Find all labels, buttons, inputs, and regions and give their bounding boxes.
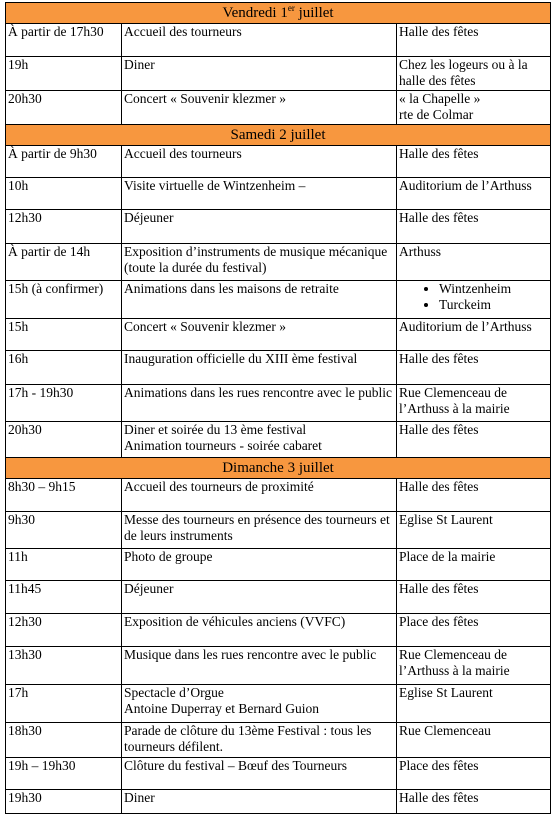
event-cell bbox=[122, 647, 397, 685]
place-cell bbox=[397, 647, 551, 685]
time-cell bbox=[6, 178, 122, 210]
event-cell bbox=[122, 614, 397, 647]
schedule-row bbox=[6, 91, 551, 125]
event-text: Diner et soirée du 13 ème festival bbox=[124, 422, 307, 437]
event-cell bbox=[122, 91, 397, 125]
place-cell bbox=[397, 549, 551, 581]
place-text: Place de la mairie bbox=[399, 549, 496, 564]
event-text: Messe des tourneurs en présence des tourneurs et de leurs instruments bbox=[124, 512, 390, 543]
event-cell bbox=[122, 581, 397, 614]
schedule-row bbox=[6, 351, 551, 385]
place-text: Halle des fêtes bbox=[399, 422, 479, 437]
time-cell bbox=[6, 146, 122, 178]
event-text: Exposition d’instruments de musique mécanique (toute la durée du festival) bbox=[124, 244, 388, 275]
time-cell bbox=[6, 422, 122, 458]
event-cell bbox=[122, 758, 397, 790]
place-text: « la Chapelle » bbox=[399, 91, 481, 106]
event-text: Photo de groupe bbox=[124, 549, 213, 564]
place-text: Halle des fêtes bbox=[399, 790, 479, 805]
event-text: Déjeuner bbox=[124, 581, 174, 596]
place-cell bbox=[397, 210, 551, 244]
schedule-row bbox=[6, 512, 551, 549]
time-text: 10h bbox=[8, 178, 29, 193]
time-text: 17h - 19h30 bbox=[8, 385, 74, 400]
event-text: Clôture du festival – Bœuf des Tourneurs bbox=[124, 758, 348, 773]
schedule-row bbox=[6, 244, 551, 281]
day-header-row bbox=[6, 3, 551, 24]
time-text: 11h bbox=[8, 549, 28, 564]
event-cell bbox=[122, 422, 397, 458]
time-cell bbox=[6, 24, 122, 57]
event-cell bbox=[122, 723, 397, 758]
place-text: Place des fêtes bbox=[399, 758, 479, 773]
time-text: 17h bbox=[8, 685, 29, 700]
place-cell bbox=[397, 91, 551, 125]
place-list-item: • Wintzenheim bbox=[439, 281, 548, 297]
place-text: Halle des fêtes bbox=[399, 581, 479, 596]
schedule-row bbox=[6, 479, 551, 512]
time-text: 20h30 bbox=[8, 91, 42, 106]
event-text: Parade de clôture du 13ème Festival : tous les tourneurs défilent. bbox=[124, 723, 372, 754]
place-text: rte de Colmar bbox=[399, 107, 474, 122]
place-text: Chez les logeurs ou à la halle des fêtes bbox=[399, 57, 528, 88]
place-list-item: • Turckeim bbox=[439, 297, 548, 313]
place-cell bbox=[397, 581, 551, 614]
schedule-row bbox=[6, 790, 551, 814]
schedule-row bbox=[6, 57, 551, 91]
place-text: Halle des fêtes bbox=[399, 24, 479, 39]
place-text: Eglise St Laurent bbox=[399, 685, 493, 700]
event-text: Accueil des tourneurs bbox=[124, 24, 242, 39]
place-text: Halle des fêtes bbox=[399, 146, 479, 161]
event-text: Concert « Souvenir klezmer » bbox=[124, 319, 286, 334]
place-cell bbox=[397, 57, 551, 91]
time-text: 15h bbox=[8, 319, 29, 334]
time-cell bbox=[6, 244, 122, 281]
place-list bbox=[399, 281, 548, 313]
time-text: À partir de 17h30 bbox=[8, 24, 104, 39]
event-text: Accueil des tourneurs de proximité bbox=[124, 479, 314, 494]
time-text: À partir de 9h30 bbox=[8, 146, 97, 161]
day-title bbox=[6, 458, 551, 479]
time-cell bbox=[6, 479, 122, 512]
day-title-text: Samedi 2 juillet bbox=[230, 127, 326, 143]
time-cell bbox=[6, 723, 122, 758]
event-text: Exposition de véhicules anciens (VVFC) bbox=[124, 614, 346, 629]
place-text: Halle des fêtes bbox=[399, 210, 479, 225]
event-text: Musique dans les rues rencontre avec le public bbox=[124, 647, 377, 662]
day-title-text: Dimanche 3 juillet bbox=[222, 460, 334, 476]
place-text: Rue Clemenceau de l’Arthuss à la mairie bbox=[399, 647, 510, 678]
time-cell bbox=[6, 614, 122, 647]
time-cell bbox=[6, 91, 122, 125]
place-cell bbox=[397, 146, 551, 178]
place-cell bbox=[397, 479, 551, 512]
place-text: Place des fêtes bbox=[399, 614, 479, 629]
place-cell bbox=[397, 614, 551, 647]
time-cell bbox=[6, 512, 122, 549]
time-cell bbox=[6, 210, 122, 244]
schedule-row bbox=[6, 549, 551, 581]
time-cell bbox=[6, 790, 122, 814]
place-cell bbox=[397, 512, 551, 549]
time-cell bbox=[6, 549, 122, 581]
time-text: À partir de 14h bbox=[8, 244, 91, 259]
time-text: 13h30 bbox=[8, 647, 42, 662]
schedule-row bbox=[6, 422, 551, 458]
event-text: Animations dans les maisons de retraite bbox=[124, 281, 339, 296]
event-cell bbox=[122, 319, 397, 351]
day-title-suffix: juillet bbox=[294, 5, 334, 21]
time-cell bbox=[6, 351, 122, 385]
event-text: Diner bbox=[124, 790, 155, 805]
schedule-row bbox=[6, 647, 551, 685]
event-text: Antoine Duperray et Bernard Guion bbox=[124, 701, 319, 716]
time-text: 18h30 bbox=[8, 723, 42, 738]
time-text: 12h30 bbox=[8, 210, 42, 225]
event-cell bbox=[122, 479, 397, 512]
place-text: Auditorium de l’Arthuss bbox=[399, 319, 532, 334]
day-title-text: Vendredi 1 bbox=[222, 5, 288, 21]
event-cell bbox=[122, 685, 397, 723]
event-cell bbox=[122, 790, 397, 814]
schedule-row bbox=[6, 385, 551, 422]
event-cell bbox=[122, 210, 397, 244]
time-text: 20h30 bbox=[8, 422, 42, 437]
day-header-row bbox=[6, 458, 551, 479]
place-cell bbox=[397, 422, 551, 458]
schedule-row bbox=[6, 723, 551, 758]
schedule-row bbox=[6, 758, 551, 790]
event-text: Animation tourneurs - soirée cabaret bbox=[124, 438, 322, 453]
time-text: 19h bbox=[8, 57, 29, 72]
event-text: Visite virtuelle de Wintzenheim – bbox=[124, 178, 306, 193]
place-text: Auditorium de l’Arthuss bbox=[399, 178, 532, 193]
place-cell bbox=[397, 385, 551, 422]
time-cell bbox=[6, 281, 122, 319]
day-header-row bbox=[6, 125, 551, 146]
time-text: 15h (à confirmer) bbox=[8, 281, 104, 296]
time-text: 11h45 bbox=[8, 581, 42, 596]
place-cell bbox=[397, 319, 551, 351]
schedule-row bbox=[6, 24, 551, 57]
place-cell bbox=[397, 758, 551, 790]
schedule-row bbox=[6, 146, 551, 178]
place-text: Eglise St Laurent bbox=[399, 512, 493, 527]
event-cell bbox=[122, 24, 397, 57]
event-text: Diner bbox=[124, 57, 155, 72]
day-title bbox=[6, 3, 551, 24]
time-cell bbox=[6, 319, 122, 351]
event-cell bbox=[122, 512, 397, 549]
event-text: Accueil des tourneurs bbox=[124, 146, 242, 161]
schedule-row bbox=[6, 178, 551, 210]
time-cell bbox=[6, 685, 122, 723]
festival-schedule-table bbox=[5, 2, 551, 814]
event-text: Déjeuner bbox=[124, 210, 174, 225]
place-cell bbox=[397, 351, 551, 385]
time-cell bbox=[6, 758, 122, 790]
schedule-row bbox=[6, 210, 551, 244]
time-text: 16h bbox=[8, 351, 29, 366]
place-text: Arthuss bbox=[399, 244, 442, 259]
time-cell bbox=[6, 57, 122, 91]
event-cell bbox=[122, 351, 397, 385]
place-cell bbox=[397, 790, 551, 814]
time-cell bbox=[6, 581, 122, 614]
place-cell bbox=[397, 178, 551, 210]
schedule-row bbox=[6, 685, 551, 723]
event-cell bbox=[122, 178, 397, 210]
event-cell bbox=[122, 244, 397, 281]
event-cell bbox=[122, 385, 397, 422]
place-text: Halle des fêtes bbox=[399, 479, 479, 494]
place-cell bbox=[397, 685, 551, 723]
place-cell bbox=[397, 723, 551, 758]
day-title bbox=[6, 125, 551, 146]
place-text: Rue Clemenceau bbox=[399, 723, 491, 738]
place-text: Halle des fêtes bbox=[399, 351, 479, 366]
place-text: Rue Clemenceau de l’Arthuss à la mairie bbox=[399, 385, 510, 416]
time-text: 9h30 bbox=[8, 512, 35, 527]
event-cell bbox=[122, 549, 397, 581]
event-text: Animations dans les rues rencontre avec le public bbox=[124, 385, 393, 400]
schedule-row bbox=[6, 281, 551, 319]
event-cell bbox=[122, 146, 397, 178]
time-text: 19h – 19h30 bbox=[8, 758, 76, 773]
event-cell bbox=[122, 281, 397, 319]
event-text: Concert « Souvenir klezmer » bbox=[124, 91, 286, 106]
place-cell bbox=[397, 244, 551, 281]
time-text: 12h30 bbox=[8, 614, 42, 629]
place-cell bbox=[397, 24, 551, 57]
schedule-row bbox=[6, 614, 551, 647]
time-cell bbox=[6, 647, 122, 685]
schedule-row bbox=[6, 581, 551, 614]
event-text: Spectacle d’Orgue bbox=[124, 685, 224, 700]
event-cell bbox=[122, 57, 397, 91]
place-cell bbox=[397, 281, 551, 319]
time-text: 8h30 – 9h15 bbox=[8, 479, 76, 494]
day-title-superscript: er bbox=[287, 3, 295, 13]
time-cell bbox=[6, 385, 122, 422]
event-text: Inauguration officielle du XIII ème festival bbox=[124, 351, 358, 366]
schedule-row bbox=[6, 319, 551, 351]
time-text: 19h30 bbox=[8, 790, 42, 805]
